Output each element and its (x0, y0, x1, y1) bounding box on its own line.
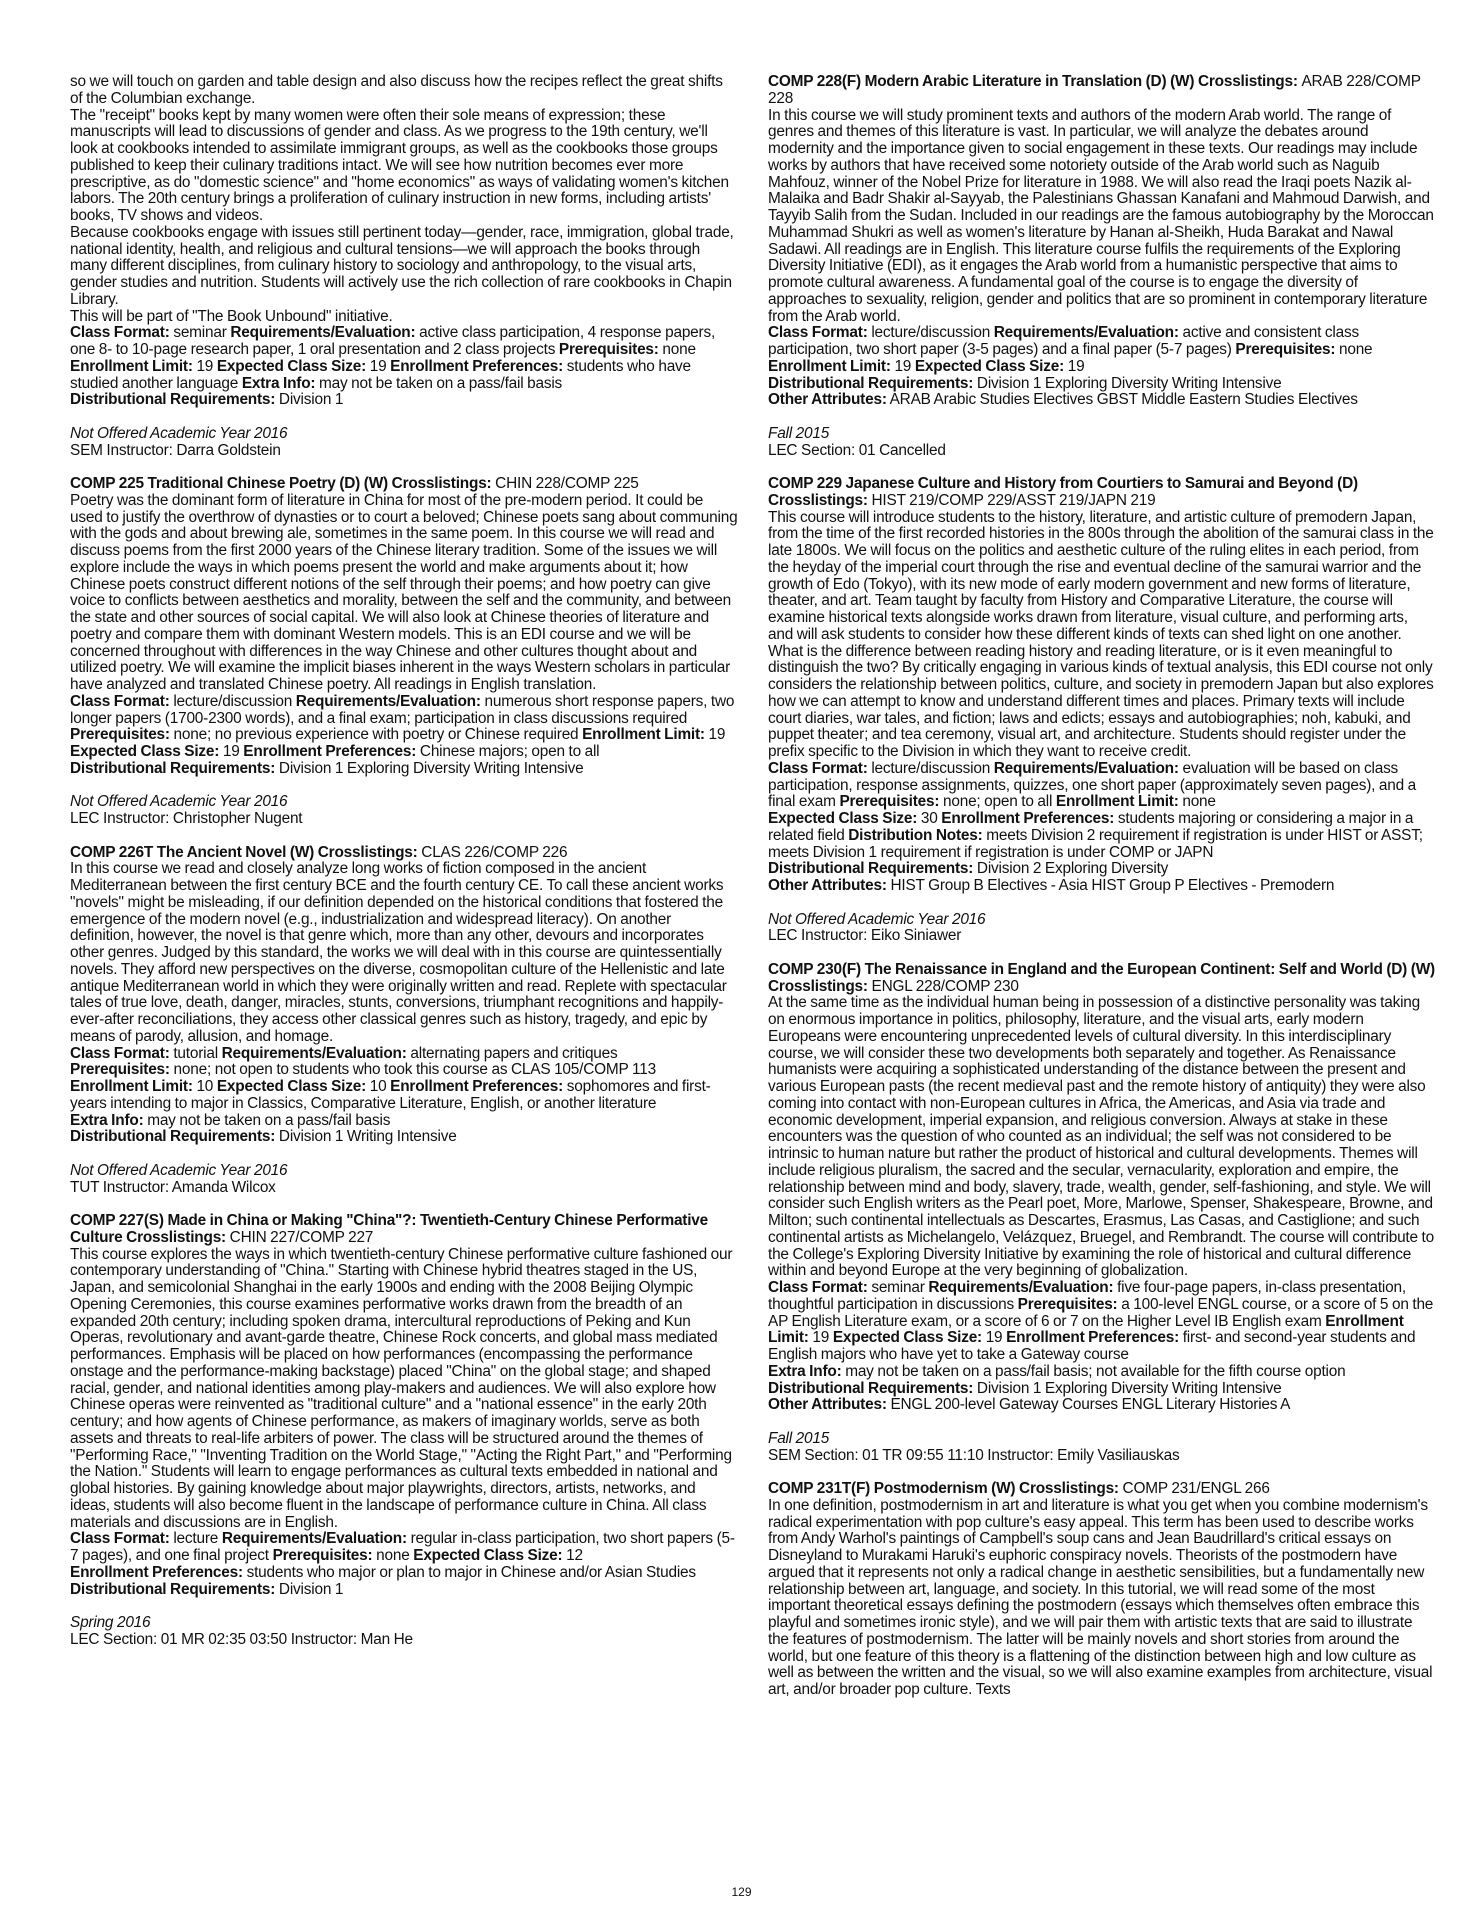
course-heading (70, 845, 738, 862)
field-value: none (1338, 341, 1373, 358)
crosslistings-label: Crosslistings: (768, 491, 868, 509)
field-value: sophomores and first-years intending to major in Classics, Comparative Literature, English, or another literature (70, 1078, 711, 1112)
crosslistings-label: Crosslistings: (317, 843, 418, 861)
course-fields (70, 1046, 738, 1063)
paragraph: This course explores the ways in which twentieth-century Chinese performative culture fashioned our contemporary understanding of "China." Starting with Chinese hybrid theatres staged in the US, Japan, and semicolonial Shanghai in the early 1900s and ending with the 2008 Beijing Olympic Opening Ceremonies, this course examines performative works drawn from the breadth of an expanded 20th century; including spoken drama, intercultural reproductions of Peking and Kun Operas, revolutionary and avant-garde theatre, Chinese Rock concerts, and global mass mediated performances. Emphasis will be placed on how performances (encompassing the performance onstage and the performance-making backstage) placed "China" on the global stage; and shaped racial, gender, and national identities among play-makers and audiences. We will also explore how Chinese operas were reinvented as "traditional culture" and a "national essence" in the early 20th century; and how agents of Chinese performance, as makers of imaginary worlds, serve as both assets and threats to real-life arbiters of power. The class will be structured around the themes of "Performing Race," "Inventing Tradition on the World Stage," "Acting the Right Part," and "Performing the Nation." Students will learn to engage performances as cultural texts embedded in national and global histories. By gaining knowledge about major playwrights, directors, artists, networks, and ideas, students will also become fluent in the landscape of performance culture in China. All class materials and discussions are in English. (70, 1245, 733, 1531)
spacer (70, 459, 738, 476)
field-value: Division 1 Exploring Diversity Writing Intensive (278, 759, 584, 777)
term-label: Fall 2015 (768, 1429, 830, 1447)
field-value: students who have studied another language (70, 357, 691, 392)
field-label: Prerequisites: (839, 793, 940, 811)
course-fields (768, 761, 1436, 811)
field-label: Enrollment Preferences: (390, 1078, 564, 1095)
field-label: Expected Class Size: (70, 743, 220, 760)
field-label: Class Format: (70, 692, 170, 710)
field-value: 19 (196, 357, 214, 375)
field-value: a 100-level ENGL course, or a score of 5 on the AP English Literature exam, or a score of 6 or 7 on the Higher Level IB English exam (768, 1295, 1434, 1330)
spacer (70, 1146, 738, 1163)
course-title: COMP 231T(F) Postmodernism (W) (768, 1480, 1016, 1497)
spacer (70, 1196, 738, 1213)
field-value: lecture/discussion (871, 759, 991, 777)
field-label: Distributional Requirements: (70, 759, 276, 777)
course-heading (768, 1481, 1436, 1498)
spacer (768, 1414, 1436, 1431)
field-label: Enrollment Preferences: (941, 810, 1115, 827)
field-label: Enrollment Limit: (768, 357, 891, 375)
spacer (768, 895, 1436, 912)
field-label: Requirements/Evaluation: (230, 324, 416, 342)
field-label: Requirements/Evaluation: (295, 692, 481, 710)
field-value: meets Division 2 requirement if registration is under HIST or ASST; meets Division 1 requirement if registration is under COMP or JAPN (768, 826, 1423, 861)
field-label: Other Attributes: (768, 877, 887, 894)
field-label: Enrollment Limit: (582, 726, 705, 744)
course-fields (768, 359, 1436, 376)
field-label: Expected Class Size: (914, 357, 1065, 375)
field-value: Division 1 Writing Intensive (278, 1128, 457, 1146)
spacer (768, 459, 1436, 476)
course-fields (70, 1582, 738, 1599)
paragraph: At the same time as the individual human being in possession of a distinctive personality was taking on enormous importance in politics, philosophy, literature, and the visual arts, early modern Europeans were encountering unprecedented levels of cultural diversity. In this interdisciplinary course, we will consider these two developments both separately and together. As Renaissance humanists were acquiring a sophisticated understanding of the distance between the present and various European pasts (the recent medieval past and the remote history of antiquity) they were also coming into contact with non-European cultures in Africa, the Americas, and Asia via trade and economic development, imperial expansion, and religious conversion. Always at stake in these encounters was the question of who counted as an individual; the self was not considered to be intrinsic to human nature but rather the product of historical and cultural developments. Themes will include religious pluralism, the sacred and the secular, vernacularity, exploration and empire, the relationship between mind and body, slavery, trade, wealth, gender, self-fashioning, and style. We will consider such English writers as the Pearl poet, More, Marlowe, Spenser, Shakespeare, Browne, and Milton; such continental intellectuals as Descartes, Erasmus, Las Casas, and Castiglione; and such continental artists as Michelangelo, Velázquez, Bruegel, and Rembrandt. The course will contribute to the College's Exploring Diversity Initiative by examining the role of historical and cultural difference within and beyond Europe at the very beginning of globalization. (768, 994, 1434, 1280)
field-value: evaluation will be based on class participation, response assignments, quizzes, one short paper (approximately seven pages), and a final exam (768, 759, 1416, 811)
crosslistings-label: Crosslistings: (1019, 1480, 1119, 1497)
field-value: Division 1 Exploring Diversity Writing Intensive (976, 1379, 1282, 1397)
field-label: Enrollment Preferences: (243, 743, 417, 760)
paragraph: SEM Section: 01 TR 09:55 11:10 Instructor: Emily Vasiliauskas (768, 1446, 1180, 1464)
field-value: 19 (894, 357, 912, 375)
paragraph: In one definition, postmodernism in art and literature is what you get when you combine modernism's radical experimentation with pop culture's easy appeal. This term has been used to describe works from Andy Warhol's paintings of Campbell's soup cans and Jean Baudrillard's critical essays on Disneyland to Murakami Haruki's euphoric conspiracy novels. Theorists of the postmodern have argued that it represents not only a radical change in aesthetic sensibilities, but a fundamentally new relationship between art, language, and society. In this tutorial, we will read some of the most important theoretical essays defining the postmodern (essays which themselves often embrace this playful and sometimes ironic style), and we will pair them with artistic texts that are said to illustrate the features of postmodernism. The latter will be mainly novels and short stories from around the world, but one feature of this theory is a flattening of the distinction between high and low culture as well as between the written and the visual, so we will also examine examples from architecture, visual art, and/or broader pop culture. Texts (768, 1496, 1433, 1698)
field-value: 19 (812, 1329, 830, 1347)
field-value: ENGL 200-level Gateway Courses ENGL Literary Histories A (890, 1396, 1291, 1414)
course-fields (768, 1397, 1436, 1414)
field-label: Expected Class Size: (216, 1078, 367, 1095)
course-fields (70, 1129, 738, 1146)
field-label: Prerequisites: (1017, 1295, 1118, 1313)
right-column (768, 74, 1436, 1699)
field-value: may not be taken on a pass/fail basis; not available for the fifth course option (845, 1362, 1346, 1380)
field-value: Division 1 Exploring Diversity Writing Intensive (976, 374, 1282, 392)
field-value: numerous short response papers, two longer papers (1700-2300 words), and a final exam; participation in class discussions required (70, 692, 735, 727)
paragraph: LEC Instructor: Christopher Nugent (70, 810, 303, 827)
field-label: Extra Info: (70, 1111, 144, 1129)
field-label: Extra Info: (768, 1362, 842, 1380)
course-title: COMP 226T The Ancient Novel (W) (70, 843, 315, 861)
crosslistings-label: Crosslistings: (391, 475, 492, 492)
field-value: 19 (369, 357, 387, 375)
field-value: 19 (985, 1329, 1003, 1347)
crosslistings-label: Crosslistings: (1197, 73, 1298, 90)
course-fields (70, 1565, 738, 1582)
course-title: COMP 228(F) Modern Arabic Literature in Translation (D) (W) (768, 73, 1195, 90)
crosslistings-value: HIST 219/COMP 229/ASST 219/JAPN 219 (871, 491, 1156, 509)
term-label: Not Offered Academic Year 2016 (70, 424, 288, 442)
crosslistings-value: ARAB 228/COMP 228 (768, 73, 1421, 107)
field-value: regular in-class participation, two short papers (5-7 pages), and one final project (70, 1530, 735, 1564)
term-label: Spring 2016 (70, 1614, 151, 1631)
paragraph: In this course we read and closely analyze long works of fiction composed in the ancient Mediterranean between the first century BCE and the fourth century CE. To call these ancient works "novels" might be misleading, if our definition depended on the historical conditions that fostered the emergence of the modern novel (e.g., industrialization and widespread literacy). On another definition, however, the novel is that genre which, more than any other, devours and incorporates other genres. Judged by this standard, the works we will deal with in this course are quintessentially novels. They afford new perspectives on the diverse, cosmopolitan culture of the Hellenistic and late antique Mediterranean world in which they were originally written and read. Replete with spectacular tales of true love, death, danger, miracles, stunts, conversions, triumphant recognitions and happily-ever-after reconciliations, they access other classical genres such as history, tragedy, and epic by means of parody, allusion, and homage. (70, 860, 727, 1045)
course-fields (768, 811, 1436, 861)
course-fields (768, 1381, 1436, 1398)
course-fields (70, 1079, 738, 1113)
field-label: Enrollment Limit: (1055, 793, 1179, 811)
field-value: Division 1 (278, 391, 344, 409)
field-value: none; no previous experience with poetry or Chinese required (173, 726, 579, 744)
field-label: Enrollment Preferences: (70, 1563, 243, 1581)
field-value: 19 (708, 726, 726, 744)
field-label: Distributional Requirements: (768, 1379, 974, 1397)
field-value: lecture/discussion (173, 692, 293, 710)
field-value: 12 (566, 1547, 583, 1564)
paragraph: TUT Instructor: Amanda Wilcox (70, 1178, 276, 1196)
field-value: tutorial (173, 1044, 218, 1062)
field-value: students majoring or considering a major in a related field (768, 810, 1414, 844)
course-heading (768, 476, 1436, 510)
field-label: Enrollment Preferences: (1006, 1329, 1180, 1347)
field-label: Class Format: (768, 324, 868, 342)
field-label: Class Format: (70, 1044, 170, 1062)
paragraph: In this course we will study prominent texts and authors of the modern Arab world. The range of genres and themes of this literature is vast. In particular, we will analyze the debates around modernity and the importance given to social engagement in these texts. Our readings may include works by authors that have received some notoriety outside of the Arab world such as Naguib Mahfouz, winner of the Nobel Prize for literature in 1988. We will also read the Iraqi poets Nazik al-Malaika and Badr Shakir al-Sayyab, the Palestinians Ghassan Kanafani and Mahmoud Darwish, and Tayyib Salih from the Sudan. Included in our readings are the famous autobiography by the Moroccan Muhammad Shukri as well as women's literature by Hanan al-Sheikh, Huda Barakat and Nawal Sadawi. All readings are in English. This literature course fulfils the requirements of the Exploring Diversity Initiative (EDI), as it engages the Arab world from a humanistic perspective that aims to promote cultural awareness. A fundamental goal of the course is to engage the diversity of approaches to sexuality, religion, gender and politics that are so prominent in contemporary literature from the Arab world. (768, 106, 1434, 325)
term-label: Fall 2015 (768, 424, 830, 442)
field-label: Requirements/Evaluation: (993, 759, 1179, 777)
field-value: may not be taken on a pass/fail basis (147, 1111, 391, 1129)
term-label: Not Offered Academic Year 2016 (70, 793, 288, 811)
field-value: students who major or plan to major in Chinese and/or Asian Studies (246, 1563, 696, 1581)
field-value: may not be taken on a pass/fail basis (319, 374, 563, 392)
field-value: none (662, 341, 696, 358)
course-fields (768, 376, 1436, 393)
spacer (768, 409, 1436, 426)
field-label: Distributional Requirements: (70, 391, 276, 409)
course-fields (70, 325, 738, 392)
field-label: Other Attributes: (768, 391, 887, 409)
course-title: COMP 229 Japanese Culture and History from Courtiers to Samurai and Beyond (D) (768, 475, 1358, 492)
course-fields (70, 1531, 738, 1565)
field-value: first- and second-year students and English majors who have yet to take a Gateway course (768, 1329, 1416, 1363)
spacer (768, 1464, 1436, 1481)
field-value: alternating papers and critiques (410, 1044, 618, 1062)
field-value: 19 (1067, 357, 1085, 375)
field-label: Prerequisites: (558, 341, 659, 358)
field-label: Prerequisites: (70, 1061, 170, 1079)
field-value: five four-page papers, in-class presentation, thoughtful participation in discussions (768, 1279, 1406, 1313)
course-heading (768, 962, 1436, 996)
paragraph: LEC Section: 01 MR 02:35 03:50 Instructor: Man He (70, 1630, 413, 1648)
field-label: Enrollment Limit: (70, 1078, 193, 1095)
paragraph: Because cookbooks engage with issues still pertinent today—gender, race, immigration, global trade, national identity, health, and religious and cultural tensions—we will approach the books through many different disciplines, from culinary history to sociology and anthropology, to the visual arts, gender studies and nutrition. Students will actively use the rich collection of rare cookbooks in Chapin Library. (70, 223, 734, 308)
field-value: Chinese majors; open to all (419, 743, 600, 760)
crosslistings-value: CLAS 226/COMP 226 (421, 843, 568, 861)
field-value: seminar (871, 1279, 925, 1296)
course-fields (70, 1062, 738, 1079)
field-label: Expected Class Size: (413, 1547, 563, 1564)
field-label: Prerequisites: (272, 1547, 373, 1564)
field-value: none; not open to students who took this course as CLAS 105/COMP 113 (173, 1061, 656, 1079)
field-label: Other Attributes: (768, 1396, 887, 1414)
course-title: COMP 230(F) The Renaissance in England and the European Continent: Self and World (D) (W) (768, 960, 1435, 978)
field-label: Class Format: (70, 1530, 170, 1548)
field-label: Requirements/Evaluation: (928, 1279, 1114, 1296)
term-label: Not Offered Academic Year 2016 (768, 910, 986, 928)
field-value: 10 (369, 1078, 387, 1095)
field-value: 19 (222, 743, 240, 760)
course-fields (70, 1113, 738, 1130)
field-label: Requirements/Evaluation: (221, 1044, 407, 1062)
field-label: Prerequisites: (1235, 341, 1336, 358)
field-label: Class Format: (768, 1279, 868, 1296)
paragraph: This course will introduce students to the history, literature, and artistic culture of premodern Japan, from the time of the first recorded histories in the 800s through the abolition of the samurai class in the late 1800s. We will focus on the politics and aesthetic culture of the ruling elites in each period, from the heyday of the imperial court through the rise and eventual decline of the samurai warrior and the growth of Edo (Tokyo), with its new mode of early modern government and new forms of literature, theater, and art. Team taught by faculty from History and Comparative Literature, the course will examine historical texts alongside works drawn from literature, visual culture, and performing arts, and will ask students to consider how these different kinds of texts can shed light on one another. What is the difference between reading history and reading literature, or is it even meaningful to distinguish the two? By critically engaging in various kinds of textual analysis, this EDI course not only considers the relationship between politics, culture, and society in premodern Japan but also explores how we can attempt to know and understand different times and places. Primary texts will include court diaries, war tales, and fiction; laws and edicts; essays and autobiographies; noh, kabuki, and puppet theater; and tea ceremony, visual art, and architecture. Students should register under the prefix specific to the Division in which they want to receive credit. (768, 508, 1434, 760)
field-value: active class participation, 4 response papers, one 8- to 10-page research paper, 1 oral presentation and 2 class projects (70, 324, 716, 358)
field-value: HIST Group B Electives - Asia HIST Group P Electives - Premodern (890, 877, 1335, 894)
paragraph: Poetry was the dominant form of literature in China for most of the pre-modern period. It could be used to justify the overthrow of dynasties or to court a beloved; Chinese poets sang about communing with the gods and about brewing ale, sometimes in the same poem. In this course we will read and discuss poems from the first 2000 years of the Chinese literary tradition. Some of the issues we will explore include the ways in which poems present the world and make arguments about it; how Chinese poets construct different notions of the self through their poems; and how poetry can give voice to conflicts between aesthetics and morality, between the self and the community, and between the state and other sources of social capital. We will also look at Chinese theories of literature and poetry and compare them with dominant Western models. This is an EDI course and we will be concerned throughout with differences in the way Chinese and other cultures thought about and utilized poetry. We will examine the implicit biases inherent in the ways Western scholars in particular have analyzed and translated Chinese poetry. All readings in English translation. (70, 491, 738, 693)
spacer (70, 828, 738, 845)
field-label: Distributional Requirements: (768, 374, 974, 392)
crosslistings-value: CHIN 227/COMP 227 (229, 1228, 374, 1246)
field-label: Distribution Notes: (848, 826, 983, 844)
field-value: none (1182, 793, 1216, 811)
field-value: seminar (173, 324, 227, 342)
field-label: Extra Info: (241, 374, 316, 392)
field-label: Requirements/Evaluation: (993, 324, 1179, 342)
field-label: Enrollment Limit: (768, 1312, 1404, 1347)
field-label: Distributional Requirements: (70, 1128, 276, 1146)
crosslistings-value: ENGL 228/COMP 230 (871, 977, 1019, 995)
term-label: Not Offered Academic Year 2016 (70, 1161, 288, 1179)
field-label: Prerequisites: (70, 726, 170, 744)
field-value: Division 2 Exploring Diversity (976, 860, 1169, 878)
field-label: Expected Class Size: (768, 810, 918, 827)
paragraph: This will be part of "The Book Unbound" initiative. (70, 307, 393, 325)
course-fields (768, 1280, 1436, 1364)
paragraph: LEC Section: 01 Cancelled (768, 441, 946, 459)
paragraph: The "receipt" books kept by many women were often their sole means of expression; these manuscripts will lead to discussions of gender and class. As we progress to the 19th century, we'll look at cookbooks intended to assimilate immigrant groups, as well as the cookbooks those groups published to keep their culinary traditions intact. We will see how nutrition becomes ever more prescriptive, as do "domestic science" and "home economics" as ways of validating women's kitchen labors. The 20th century brings a proliferation of culinary instruction in new forms, including artists' books, TV shows and videos. (70, 106, 729, 224)
course-fields (768, 325, 1436, 359)
field-value: none (376, 1547, 410, 1564)
field-value: lecture/discussion (871, 324, 991, 342)
course-fields (768, 1364, 1436, 1381)
course-heading (768, 74, 1436, 108)
field-label: Enrollment Limit: (70, 357, 193, 375)
crosslistings-label: Crosslistings: (768, 977, 868, 995)
course-heading (70, 476, 738, 493)
field-label: Requirements/Evaluation: (221, 1530, 407, 1548)
field-value: 30 (920, 810, 938, 827)
course-fields (70, 694, 738, 761)
page-number: 129 (731, 1885, 752, 1899)
spacer (70, 1598, 738, 1615)
field-label: Distributional Requirements: (768, 860, 974, 878)
crosslistings-value: COMP 231/ENGL 266 (1122, 1480, 1270, 1497)
field-label: Class Format: (70, 324, 170, 342)
paragraph: SEM Instructor: Darra Goldstein (70, 441, 281, 459)
left-column (70, 74, 738, 1649)
field-label: Class Format: (768, 759, 868, 777)
crosslistings-value: CHIN 228/COMP 225 (495, 475, 639, 492)
field-label: Distributional Requirements: (70, 1580, 276, 1598)
course-heading (70, 1213, 738, 1247)
course-fields (70, 392, 738, 409)
field-value: 10 (196, 1078, 214, 1095)
course-title: COMP 225 Traditional Chinese Poetry (D) (W) (70, 475, 388, 492)
field-label: Expected Class Size: (832, 1329, 982, 1347)
course-title: COMP 227(S) Made in China or Making "China"?: Twentieth-Century Chinese Performative Culture (70, 1212, 709, 1246)
field-value: lecture (173, 1530, 219, 1548)
field-label: Enrollment Preferences: (390, 357, 564, 375)
paragraph: so we will touch on garden and table design and also discuss how the recipes reflect the great shifts of the Columbian exchange. (70, 73, 723, 107)
spacer (70, 778, 738, 795)
course-fields (768, 878, 1436, 895)
course-fields (70, 761, 738, 778)
spacer (768, 945, 1436, 962)
course-fields (768, 392, 1436, 409)
field-value: none; open to all (942, 793, 1053, 811)
course-fields (768, 861, 1436, 878)
field-value: Division 1 (278, 1580, 344, 1598)
crosslistings-label: Crosslistings: (126, 1228, 226, 1246)
spacer (70, 409, 738, 426)
paragraph: LEC Instructor: Eiko Siniawer (768, 927, 962, 945)
field-value: active and consistent class participation, two short paper (3-5 pages) and a final paper (5-7 pages) (768, 324, 1359, 358)
field-label: Expected Class Size: (216, 357, 367, 375)
field-value: ARAB Arabic Studies Electives GBST Middle Eastern Studies Electives (889, 391, 1358, 409)
